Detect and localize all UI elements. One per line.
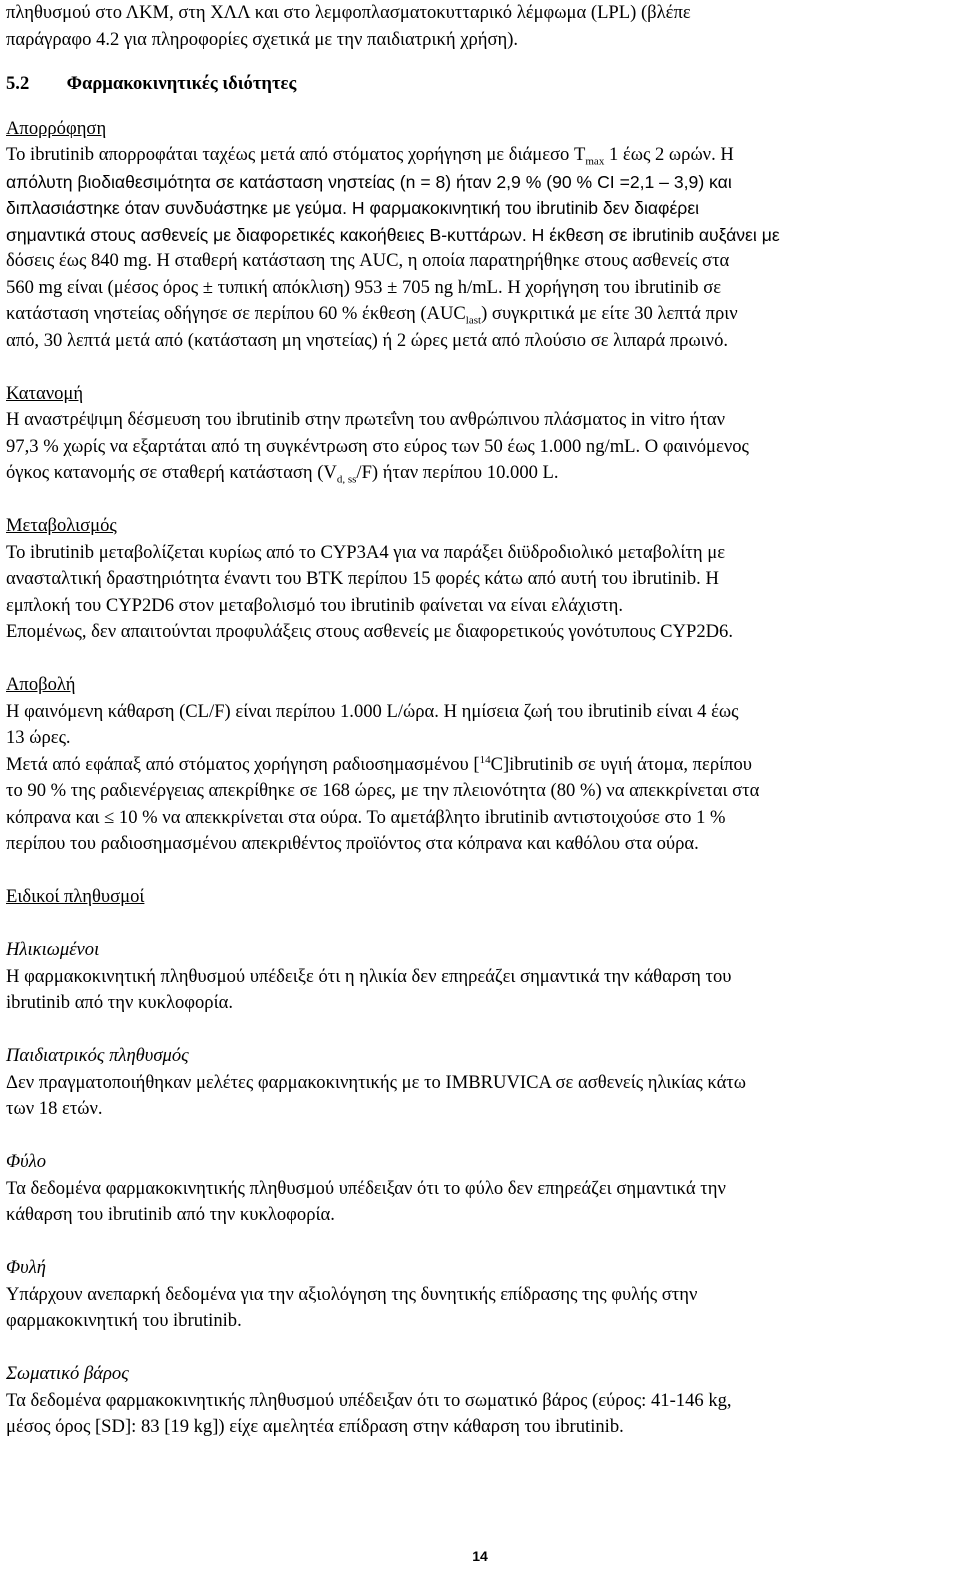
metabolism-line-2: ανασταλτική δραστηριότητα έναντι του BTK περίπου 15 φορές κάτω από αυτή του ibrutinib. Η (6, 568, 719, 589)
metabolism-line-1: Το ibrutinib μεταβολίζεται κυρίως από το CYP3A4 για να παράξει διϋδροδιολικό μεταβολίτη με (6, 541, 726, 563)
page-number: 14 (472, 1548, 488, 1564)
section-heading (6, 71, 954, 98)
weight-heading: Σωματικό βάρος (6, 1363, 129, 1384)
elderly-line-2: ibrutinib από την κυκλοφορία. (6, 992, 233, 1013)
weight-line-2: μέσος όρος [SD]: 83 [19 kg]) είχε αμελητέα επίδραση στην κάθαρση του ibrutinib. (6, 1416, 624, 1437)
absorption-line-7: κατάσταση νηστείας οδήγησε σε περίπου 60 % έκθεση $(AUC_{last})$ συγκριτικά με είτε 30 λεπτά πριν (6, 303, 738, 327)
elimination-line-4: το 90 % της ραδιενέργειας απεκρίθηκε σε 168 ώρες, με την πλειονότητα (80 %) να απεκκρίνεται στα (6, 780, 760, 801)
section-title: Φαρμακοκινητικές ιδιότητες (66, 73, 297, 94)
gender-line-2: κάθαρση του ibrutinib από την κυκλοφορία. (6, 1204, 335, 1225)
intro-line-1: πληθυσμού στο ΛΚΜ, στη ΧΛΛ και στο λεμφοπλασματοκυτταρικό λέμφωμα (LPL) (βλέπε (6, 2, 691, 23)
section-number: 5.2 (6, 73, 30, 94)
gender-heading: Φύλο (6, 1151, 47, 1172)
absorption-heading: Απορρόφηση (6, 117, 107, 139)
absorption-line-2: απόλυτη βιοδιαθεσιμότητα σε κατάσταση νηστείας (n = 8) ήταν 2,9 % (90 % CI =2,1 – 3,9) και (6, 171, 732, 192)
absorption-line-8: από, 30 λεπτά μετά από (κατάσταση μη νηστείας) ή 2 ώρες μετά από πλούσιο σε λιπαρά πρωινό. (6, 329, 729, 351)
document-page (6, 0, 954, 1441)
race-heading: Φυλή (6, 1257, 46, 1278)
paediatric-line-1: Δεν πραγματοποιήθηκαν μελέτες φαρμακοκινητικής με το IMBRUVICA σε ασθενείς ηλικίας κάτω (6, 1071, 747, 1093)
elimination-heading: Αποβολή (6, 674, 76, 695)
metabolism-line-4: Επομένως, δεν απαιτούνται προφυλάξεις στους ασθενείς με διαφορετικούς γονότυπους CYP2D6. (6, 621, 733, 642)
special-populations-heading: Ειδικοί πληθυσμοί (6, 886, 145, 907)
distribution-line-2: 97,3 % χωρίς να εξαρτάται από τη συγκέντρωση στο εύρος των 50 έως 1.000 ng/mL. Ο φαινόμενος (6, 435, 749, 457)
elimination-line-3: Μετά από εφάπαξ από στόματος χορήγηση ραδιοσημασμένου [$^{14}$C]ibrutinib σε υγιή άτομα, περίπου (6, 753, 753, 775)
elimination-line-5: κόπρανα και ≤ 10 % να απεκκρίνεται στα ούρα. Το αμετάβλητο ibrutinib αντιστοιχούσε στο 1 % (6, 806, 726, 828)
paediatric-heading: Παιδιατρικός πληθυσμός (6, 1045, 189, 1066)
absorption-line-6: 560 mg είναι (μέσος όρος ± τυπική απόκλιση) 953 ± 705 ng h/mL. Η χορήγηση του ibrutinib σε (6, 276, 722, 298)
absorption-line-4: σημαντικά στους ασθενείς με διαφορετικές κακοήθειες B-κυττάρων. Η έκθεση σε ibrutinib αυξάνει με (6, 224, 780, 245)
metabolism-heading: Μεταβολισμός (6, 515, 117, 536)
distribution-line-1: Η αναστρέψιμη δέσμευση του ibrutinib στην πρωτεΐνη του ανθρώπινου πλάσματος in vitro ήταν (6, 409, 726, 430)
absorption-line-5: δόσεις έως 840 mg. Η σταθερή κατάσταση της AUC, η οποία παρατηρήθηκε στους ασθενείς στα (6, 250, 730, 271)
elderly-heading: Ηλικιωμένοι (6, 939, 100, 960)
elderly-line-1: Η φαρμακοκινητική πληθυσμού υπέδειξε ότι η ηλικία δεν επηρεάζει σημαντικά την κάθαρση του (6, 965, 732, 987)
elimination-line-6: περίπου του ραδιοσημασμένου απεκριθέντος προϊόντος στα κόπρανα και καθόλου στα ούρα. (6, 833, 699, 854)
absorption-line-3: διπλασιάστηκε όταν συνδυάστηκε με γεύμα. Η φαρμακοκινητική του ibrutinib δεν διαφέρει (6, 198, 700, 218)
weight-line-1: Τα δεδομένα φαρμακοκινητικής πληθυσμού υπέδειξαν ότι το σωματικό βάρος (εύρος: 41-146 kg, (6, 1389, 732, 1411)
race-line-1: Υπάρχουν ανεπαρκή δεδομένα για την αξιολόγηση της δυνητικής επίδρασης της φυλής στην (6, 1283, 698, 1305)
distribution-line-3: όγκος κατανομής σε σταθερή κατάσταση $(V_{d, ss}/F)$ ήταν περίπου 10.000 L. (6, 462, 559, 486)
race-line-2: φαρμακοκινητική του ibrutinib. (6, 1310, 242, 1331)
gender-line-1: Τα δεδομένα φαρμακοκινητικής πληθυσμού υπέδειξαν ότι το φύλο δεν επηρεάζει σημαντικά την (6, 1177, 726, 1199)
elimination-line-1: Η φαινόμενη κάθαρση (CL/F) είναι περίπου 1.000 L/ώρα. Η ημίσεια ζωή του ibrutinib είναι 4 έως (6, 700, 739, 722)
metabolism-line-3: εμπλοκή του CYP2D6 στον μεταβολισμό του ibrutinib φαίνεται να είναι ελάχιστη. (6, 594, 623, 616)
intro-line-2: παράγραφο 4.2 για πληροφορίες σχετικά με την παιδιατρική χρήση). (6, 28, 519, 50)
distribution-heading: Κατανομή (6, 382, 84, 404)
elimination-line-2: 13 ώρες. (6, 727, 71, 748)
paediatric-line-2: των 18 ετών. (6, 1098, 103, 1119)
absorption-line-1: Το ibrutinib απορροφάται ταχέως μετά από στόματος χορήγηση με διάμεσο $T_{max}$ 1 έως 2 ωρών. Η (6, 144, 734, 168)
